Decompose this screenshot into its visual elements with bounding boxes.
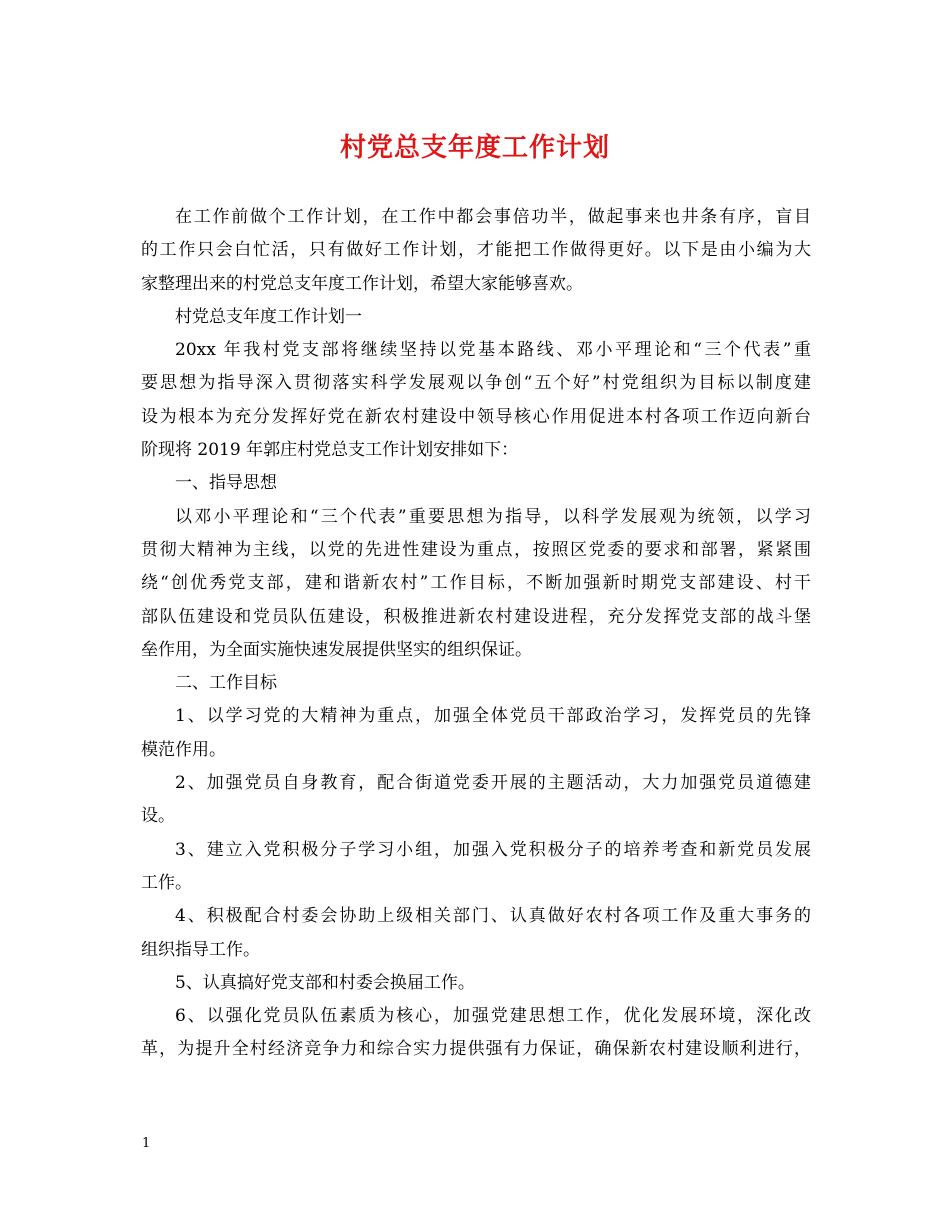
list-item-line: 4、积极配合村委会协助上级相关部门、认真做好农村各项工作及重大事务的 [175,906,811,927]
list-item-line: 2、加强党员自身教育，配合街道党委开展的主题活动，大力加强党员道德建 [175,773,811,794]
page-title: 村党总支年度工作计划 [339,133,610,163]
list-item-line: 革，为提升全村经济竞争力和综合实力提供强有力保证，确保新农村建设顺利进行， [141,1039,811,1060]
section-heading: 二、工作目标 [175,673,277,694]
paragraph-line: 在工作前做个工作计划，在工作中都会事倍功半，做起事来也井条有序，盲目 [175,207,811,227]
paragraph-line: 贯彻大精神为主线，以党的先进性建设为重点，按照区党委的要求和部署，紧紧围 [141,539,811,560]
list-item-line: 1、以学习党的大精神为重点，加强全体党员干部政治学习，发挥党员的先锋 [175,706,811,727]
list-item-line: 5、认真搞好党支部和村委会换届工作。 [175,972,475,993]
paragraph-line: 垒作用，为全面实施快速发展提供坚实的组织保证。 [141,639,532,660]
paragraph-line: 以邓小平理论和“三个代表”重要思想为指导，以科学发展观为统领，以学习 [175,506,811,527]
paragraph-line: 部队伍建设和党员队伍建设，积极推进新农村建设进程，充分发挥党支部的战斗堡 [141,606,811,627]
paragraph-line: 绕“创优秀党支部，建和谐新农村”工作目标，不断加强新时期党支部建设、村干 [141,573,811,594]
page-number: 1 [142,1136,151,1151]
list-item-line: 3、建立入党积极分子学习小组，加强入党积极分子的培养考查和新党员发展 [175,839,811,860]
document-body [141,201,811,1067]
list-item-line: 6、以强化党员队伍素质为核心，加强党建思想工作，优化发展环境，深化改 [175,1006,811,1027]
list-item-line: 组织指导工作。 [141,939,260,960]
list-item-line: 模范作用。 [141,739,226,760]
paragraph-line: 的工作只会白忙活，只有做好工作计划，才能把工作做得更好。以下是由小编为大 [141,240,811,261]
list-item-line: 设。 [141,806,175,827]
section-heading: 一、指导思想 [175,473,277,494]
paragraph-line: 阶现将 2019 年郭庄村党总支工作计划安排如下： [141,440,519,461]
paragraph-line: 家整理出来的村党总支年度工作计划，希望大家能够喜欢。 [141,273,583,294]
list-item-line: 工作。 [141,872,192,893]
paragraph-line: 要思想为指导深入贯彻落实科学发展观以争创“五个好”村党组织为目标以制度建 [141,373,811,394]
paragraph-line: 20xx 年我村党支部将继续坚持以党基本路线、邓小平理论和“三个代表”重 [175,340,811,361]
paragraph-line: 设为根本为充分发挥好党在新农村建设中领导核心作用促进本村各项工作迈向新台 [141,406,811,427]
section-heading: 村党总支年度工作计划一 [175,306,362,327]
